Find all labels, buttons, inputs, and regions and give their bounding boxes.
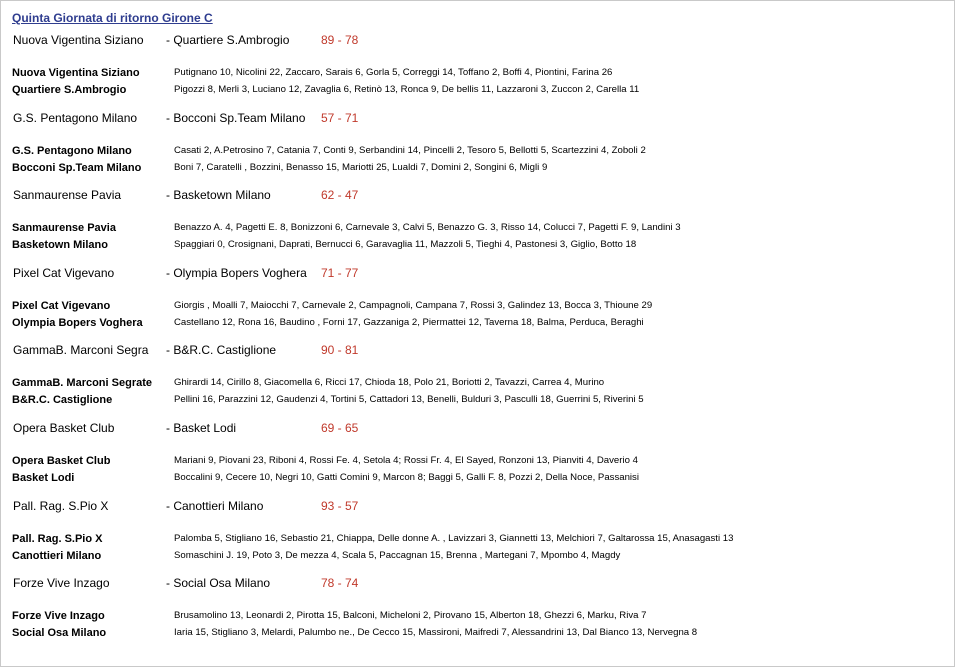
- team-scorers-row: [1, 610, 951, 626]
- home-team: Forze Vive Inzago: [13, 576, 110, 591]
- match-score: 90 - 81: [321, 343, 359, 358]
- player-scores: Boni 7, Caratelli , Bozzini, Benasso 15, Mariotti 25, Lualdi 7, Domini 2, Songini 6, Migli 9: [174, 161, 548, 173]
- player-scores: Boccalini 9, Cecere 10, Negri 10, Gatti Comini 9, Marcon 8; Baggi 5, Galli F. 8, Pozzi 2, Della Noce, Passanisi: [174, 472, 639, 483]
- team-scorers-row: [1, 377, 951, 393]
- home-team: Pall. Rag. S.Pio X: [13, 498, 109, 513]
- home-team: GammaB. Marconi Segra: [13, 343, 149, 358]
- team-name: Basketown Milano: [12, 239, 108, 252]
- team-name: Bocconi Sp.Team Milano: [12, 161, 142, 174]
- player-scores: Putignano 10, Nicolini 22, Zaccaro, Sarais 6, Gorla 5, Correggi 14, Toffano 2, Boffi 4, Piontini, Farina 26: [174, 67, 613, 78]
- away-team: - Canottieri Milano: [166, 498, 264, 513]
- team-scorers-row: [1, 145, 951, 161]
- page-title[interactable]: Quinta Giornata di ritorno Girone C: [12, 11, 213, 25]
- away-team: - Basketown Milano: [166, 188, 271, 203]
- player-scores: Iaria 15, Stigliano 3, Melardi, Palumbo ne., De Cecco 15, Massironi, Maifredi 7, Alessandrini 13, Dal Bianco 13, Nervegna 8: [174, 627, 698, 639]
- match-score: 93 - 57: [321, 498, 359, 513]
- team-scorers-row: [1, 455, 951, 471]
- player-scores: Pellini 16, Parazzini 12, Gaudenzi 4, Tortini 5, Cattadori 13, Benelli, Bulduri 3, Pasculli 18, Guerrini 5, Riverini 5: [174, 394, 644, 406]
- player-scores: Palomba 5, Stigliano 16, Sebastio 21, Chiappa, Delle donne A. , Lavizzari 3, Giannetti 13, Melchiori 7, Galtarossa 15, Anasagasti 13: [174, 532, 734, 544]
- player-scores: Castellano 12, Rona 16, Baudino , Forni 17, Gazzaniga 2, Piermattei 12, Taverna 18, Balma, Perduca, Beraghi: [174, 316, 644, 328]
- team-scorers-row: [1, 533, 951, 549]
- team-name: Forze Vive Inzago: [12, 610, 105, 623]
- team-scorers-row: [1, 222, 951, 238]
- team-scorers-row: [1, 300, 951, 316]
- away-team: - Social Osa Milano: [166, 576, 271, 591]
- team-name: Nuova Vigentina Siziano: [12, 67, 140, 79]
- team-name: GammaB. Marconi Segrate: [12, 377, 152, 390]
- team-scorers-row: [1, 550, 951, 566]
- home-team: Opera Basket Club: [13, 421, 115, 435]
- team-scorers-row: [1, 394, 951, 410]
- team-name: B&R.C. Castiglione: [12, 394, 113, 407]
- player-scores: Spaggiari 0, Crosignani, Daprati, Bernucci 6, Garavaglia 11, Mazzoli 5, Tieghi 4, Pastonesi 3, Giglio, Botto 18: [174, 239, 637, 251]
- team-scorers-row: [1, 472, 951, 488]
- team-name: Quartiere S.Ambrogio: [12, 84, 127, 96]
- match-result-row: [1, 499, 951, 519]
- match-result-row: [1, 111, 951, 131]
- match-result-row: [1, 576, 951, 596]
- home-team: Pixel Cat Vigevano: [13, 265, 115, 280]
- match-score: 62 - 47: [321, 188, 359, 203]
- player-scores: Brusamolino 13, Leonardi 2, Pirotta 15, Balconi, Micheloni 2, Pirovano 15, Alberton 18, Ghezzi 6, Marku, Riva 7: [174, 610, 647, 622]
- team-name: Sanmaurense Pavia: [12, 222, 116, 235]
- home-team: Sanmaurense Pavia: [13, 188, 122, 203]
- match-result-row: [1, 33, 951, 53]
- player-scores: Casati 2, A.Petrosino 7, Catania 7, Conti 9, Serbandini 14, Pincelli 2, Tesoro 5, Bellotti 5, Scartezzini 4, Zoboli 2: [174, 144, 646, 156]
- team-scorers-row: [1, 84, 951, 100]
- team-scorers-row: [1, 627, 951, 643]
- team-scorers-row: [1, 317, 951, 333]
- match-result-row: [1, 188, 951, 208]
- team-name: G.S. Pentagono Milano: [12, 144, 132, 157]
- player-scores: Pigozzi 8, Merli 3, Luciano 12, Zavaglia 6, Retinò 13, Ronca 9, De bellis 11, Lazzaroni 3, Zuccon 2, Carella 11: [174, 84, 640, 95]
- team-scorers-row: [1, 162, 951, 178]
- away-team: - B&R.C. Castiglione: [166, 343, 277, 358]
- player-scores: Benazzo A. 4, Pagetti E. 8, Bonizzoni 6, Carnevale 3, Calvi 5, Benazzo G. 3, Risso 14, Colucci 7, Pagetti F. 9, Landini 3: [174, 222, 681, 234]
- player-scores: Giorgis , Moalli 7, Maiocchi 7, Carnevale 2, Campagnoli, Campana 7, Rossi 3, Galindez 13, Bocca 3, Thioune 29: [174, 299, 653, 311]
- home-team: Nuova Vigentina Siziano: [13, 33, 144, 47]
- match-result-row: [1, 343, 951, 363]
- match-score: 69 - 65: [321, 421, 359, 435]
- team-name: Pixel Cat Vigevano: [12, 299, 111, 312]
- player-scores: Ghirardi 14, Cirillo 8, Giacomella 6, Ricci 17, Chioda 18, Polo 21, Boriotti 2, Tavazzi, Carrea 4, Murino: [174, 377, 605, 389]
- team-scorers-row: [1, 67, 951, 83]
- match-result-row: [1, 421, 951, 441]
- away-team: - Olympia Bopers Voghera: [166, 265, 307, 280]
- team-scorers-row: [1, 239, 951, 255]
- team-name: Pall. Rag. S.Pio X: [12, 532, 103, 545]
- away-team: - Quartiere S.Ambrogio: [166, 33, 290, 47]
- away-team: - Basket Lodi: [166, 421, 237, 435]
- team-name: Opera Basket Club: [12, 455, 111, 467]
- team-name: Social Osa Milano: [12, 627, 107, 640]
- match-result-row: [1, 266, 951, 286]
- match-score: 89 - 78: [321, 33, 359, 47]
- match-score: 71 - 77: [321, 265, 359, 280]
- match-score: 57 - 71: [321, 110, 359, 125]
- team-name: Basket Lodi: [12, 472, 75, 484]
- away-team: - Bocconi Sp.Team Milano: [166, 110, 306, 125]
- team-name: Canottieri Milano: [12, 549, 102, 562]
- player-scores: Mariani 9, Piovani 23, Riboni 4, Rossi Fe. 4, Setola 4; Rossi Fr. 4, El Sayed, Ronzoni 13, Pianviti 4, Daverio 4: [174, 455, 638, 466]
- team-name: Olympia Bopers Voghera: [12, 316, 143, 329]
- match-score: 78 - 74: [321, 576, 359, 591]
- home-team: G.S. Pentagono Milano: [13, 110, 138, 125]
- player-scores: Somaschini J. 19, Poto 3, De mezza 4, Scala 5, Paccagnan 15, Brenna , Martegani 7, Mpombo 4, Magdy: [174, 549, 621, 561]
